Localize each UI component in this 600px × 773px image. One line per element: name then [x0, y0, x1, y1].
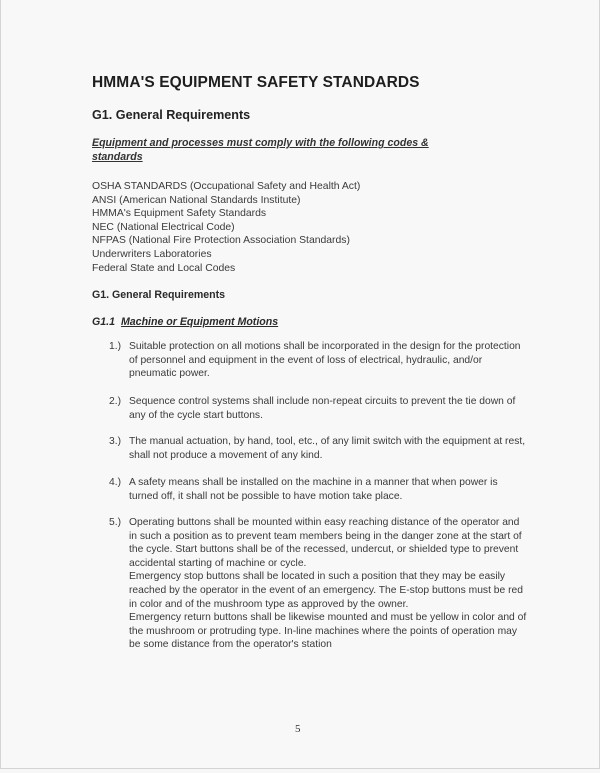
code-item: Federal State and Local Codes: [92, 262, 236, 274]
code-item: HMMA's Equipment Safety Standards: [92, 208, 267, 220]
item-number: 2.): [109, 396, 122, 407]
subsection-title: Machine or Equipment Motions: [120, 316, 279, 328]
document-title: HMMA'S EQUIPMENT SAFETY STANDARDS: [92, 74, 420, 91]
item-text: Sequence control systems shall include non-repeat circuits to prevent the tie down of any of the cycle start buttons.: [129, 396, 516, 421]
item-text: The manual actuation, by hand, tool, etc., of any limit switch with the equipment at rest, shall not produce a movement of any kind.: [129, 436, 526, 461]
item-text: A safety means shall be installed on the machine in a manner that when power is turned off, it shall not be possible to have motion take place.: [129, 477, 498, 502]
code-item: ANSI (American National Standards Institute): [92, 194, 301, 206]
item-number: 1.): [109, 341, 122, 352]
list-item: [109, 476, 529, 503]
codes-list: [92, 180, 360, 275]
code-item: OSHA STANDARDS (Occupational Safety and Health Act): [92, 181, 361, 192]
subsection-number: G1.1: [92, 316, 115, 328]
item-text: Emergency stop buttons shall be located in such a position that they may be easily reached by the operator in the event of an emergency. The E-stop buttons must be red in color and of the mushroom type as approved by the owner.: [129, 571, 523, 610]
code-item: Underwriters Laboratories: [92, 248, 212, 260]
intro-statement: Equipment and processes must comply with the following codes & standards: [92, 137, 429, 163]
section-heading: G1. General Requirements: [92, 108, 251, 122]
subsubsection-heading: [92, 316, 278, 328]
list-item: [109, 435, 529, 462]
list-item: [109, 395, 529, 422]
item-number: 3.): [109, 436, 122, 447]
item-text: Emergency return buttons shall be likewise mounted and must be yellow in color and of the mushroom or protruding type. In-line machines where the points of operation may be some distance from the operator's station: [129, 612, 527, 651]
item-number: 5.): [109, 517, 122, 528]
list-item: [109, 340, 529, 381]
item-text: Suitable protection on all motions shall be incorporated in the design for the protection of personnel and equipment in the event of loss of electrical, hydraulic, and/or pneumatic power.: [129, 341, 521, 380]
list-item: [109, 516, 529, 652]
item-text: Operating buttons shall be mounted within easy reaching distance of the operator and in such a position as to prevent team members being in the danger zone at the start of the cycle. Start buttons shall be of the recessed, undercut, or shielded type to prevent accidental starting of machine or cycle.: [129, 517, 522, 569]
item-number: 4.): [109, 477, 122, 488]
page-number: 5: [295, 723, 301, 735]
code-item: NFPAS (National Fire Protection Association Standards): [92, 235, 350, 247]
subsection-heading: G1. General Requirements: [92, 289, 226, 301]
code-item: NEC (National Electrical Code): [92, 221, 235, 233]
